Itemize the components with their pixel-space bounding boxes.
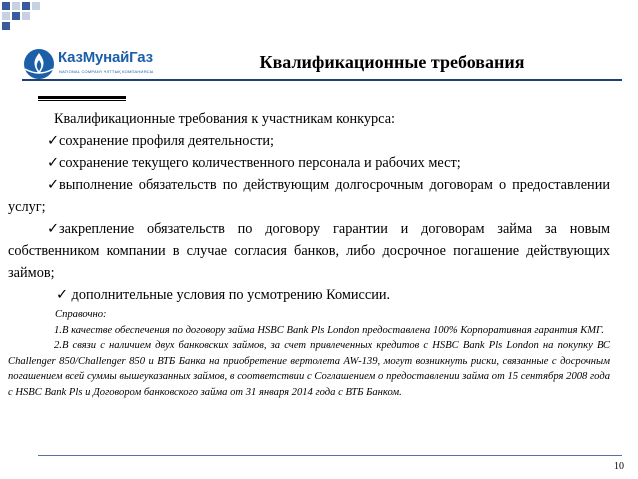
intro-text: Квалификационные требования к участникам конкурса: (54, 111, 396, 127)
list-item (8, 218, 610, 284)
reference-note (8, 307, 610, 400)
section-bar (38, 96, 126, 99)
title-divider (22, 79, 622, 81)
list-item-text: сохранение профиля деятельности; (59, 133, 274, 149)
check-icon: ✓ (47, 155, 59, 171)
check-icon: ✓ (47, 133, 59, 149)
page-number: 10 (614, 461, 624, 472)
check-icon: ✓ (56, 287, 68, 303)
check-icon: ✓ (47, 177, 59, 193)
slide-content (8, 108, 610, 400)
list-item-text: выполнение обязательств по действующим долгосрочным договорам о предоставлении услуг; (8, 177, 610, 215)
list-item (8, 284, 610, 306)
list-item (8, 174, 610, 218)
list-item (8, 152, 610, 174)
flame-drop-icon (22, 47, 56, 81)
logo-subtitle: NATIONAL COMPANY ҰЛТТЫҚ КОМПАНИЯСЫ (59, 69, 154, 74)
check-icon: ✓ (47, 221, 59, 237)
note-paragraph: 2.В связи с наличием двух банковских займов, за счет привлеченных кредитов с HSBC Bank Pls London на покупку ВС Challenger 850/Challenger 850 и ВТБ Банка на приобретение вертолета AW-139, могут возникнуть риски, связанные с досрочным погашением всей суммы вышеуказанных займов, в соответствии с Соглашением о предоставлении займа от 15 сентября 2008 года с HSBC Bank Pls и Договором банковского займа от 31 января 2014 года с ВТБ Банком. (8, 340, 610, 398)
section-bar-thin (38, 100, 126, 101)
footer-divider (38, 455, 622, 456)
list-item-text: закрепление обязательств по договору гарантии и договорам займа за новым собственником компании в случае согласия банков, либо досрочное погашение действующих займов; (8, 221, 610, 281)
corner-decoration (0, 0, 50, 30)
note-heading: Справочно: (55, 309, 107, 320)
page-title: Квалификационные требования (259, 52, 525, 72)
logo-name: КазМунайГаз (58, 49, 153, 66)
note-paragraph: 1.В качестве обеспечения по договору займа HSBC Bank Pls London предоставлена 100% Корпоративная гарантия КМГ. (54, 324, 604, 336)
list-item (8, 130, 610, 152)
list-item-text: дополнительные условия по усмотрению Комиссии. (67, 287, 391, 303)
list-item-text: сохранение текущего количественного персонала и рабочих мест; (59, 155, 461, 171)
